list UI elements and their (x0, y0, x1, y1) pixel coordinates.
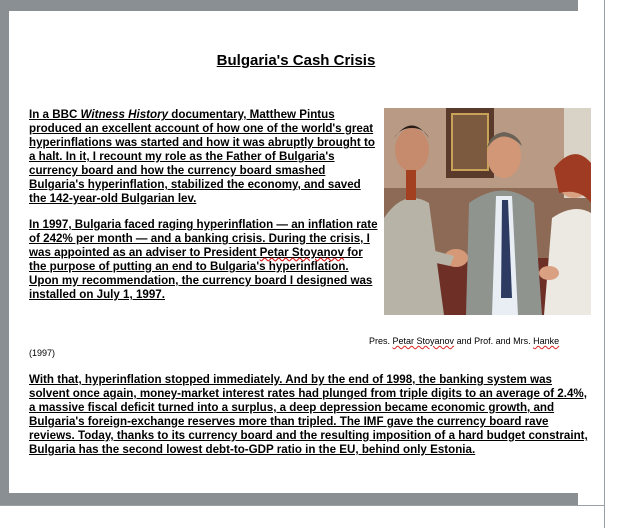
president-name: Petar Stoyanov (259, 246, 345, 259)
caption-middle: and Prof. and Mrs. (454, 336, 534, 346)
crisis-text-start: In 1997, Bulgaria faced raging hyperinflation — an inflation rate of 242% per month — and a banking crisis. During the crisis, I was appointed as an adviser to President (29, 218, 378, 259)
window-frame-top (0, 0, 578, 11)
photo-illustration (384, 108, 591, 315)
caption-name-hanke: Hanke (533, 336, 560, 346)
document-page (9, 11, 588, 493)
caption-year: (1997) (29, 348, 56, 358)
page-title: Bulgaria's Cash Crisis (216, 52, 376, 69)
photo-caption (369, 336, 599, 346)
window-frame-bottom-strip (0, 505, 604, 529)
crisis-text-end: for the purpose of putting an end to Bulgaria's hyperinflation. Upon my recommendation, the currency board I designed was installed on July 1, 1997. (29, 246, 373, 301)
window-frame-left (0, 0, 9, 505)
photo-stoyanov-hanke (384, 108, 591, 315)
caption-prefix: Pres. (369, 336, 393, 346)
program-name: Witness History (80, 108, 169, 121)
caption-name-stoyanov: Petar Stoyanov (392, 336, 455, 346)
window-frame-right (604, 0, 617, 528)
outcome-paragraph: With that, hyperinflation stopped immediately. And by the end of 1998, the banking system was solvent once again, money-market interest rates had plunged from triple digits to an average of 2.4%, a massive fiscal deficit turned into a surplus, a deep depression became economic growth, and Bulgaria's foreign-exchange reserves more than tripled. The IMF gave the currency board rave reviews. Today, thanks to its currency board and the resulting imposition of a hard budget constraint, Bulgaria has the second lowest debt-to-GDP ratio in the EU, behind only Estonia. (29, 373, 588, 456)
intro-paragraph (29, 108, 379, 206)
crisis-paragraph (29, 218, 379, 302)
window-frame-bottom (9, 493, 578, 505)
intro-text-end: documentary, Matthew Pintus produced an excellent account of how one of the world's great hyperinflations was started and how it was abruptly brought to a halt. In it, I recount my role as the Father of Bulgaria's currency board and how the currency board smashed Bulgaria's hyperinflation, stabilized the economy, and saved the 142-year-old Bulgarian lev. (29, 108, 375, 205)
intro-text-start: In a BBC (29, 108, 81, 121)
